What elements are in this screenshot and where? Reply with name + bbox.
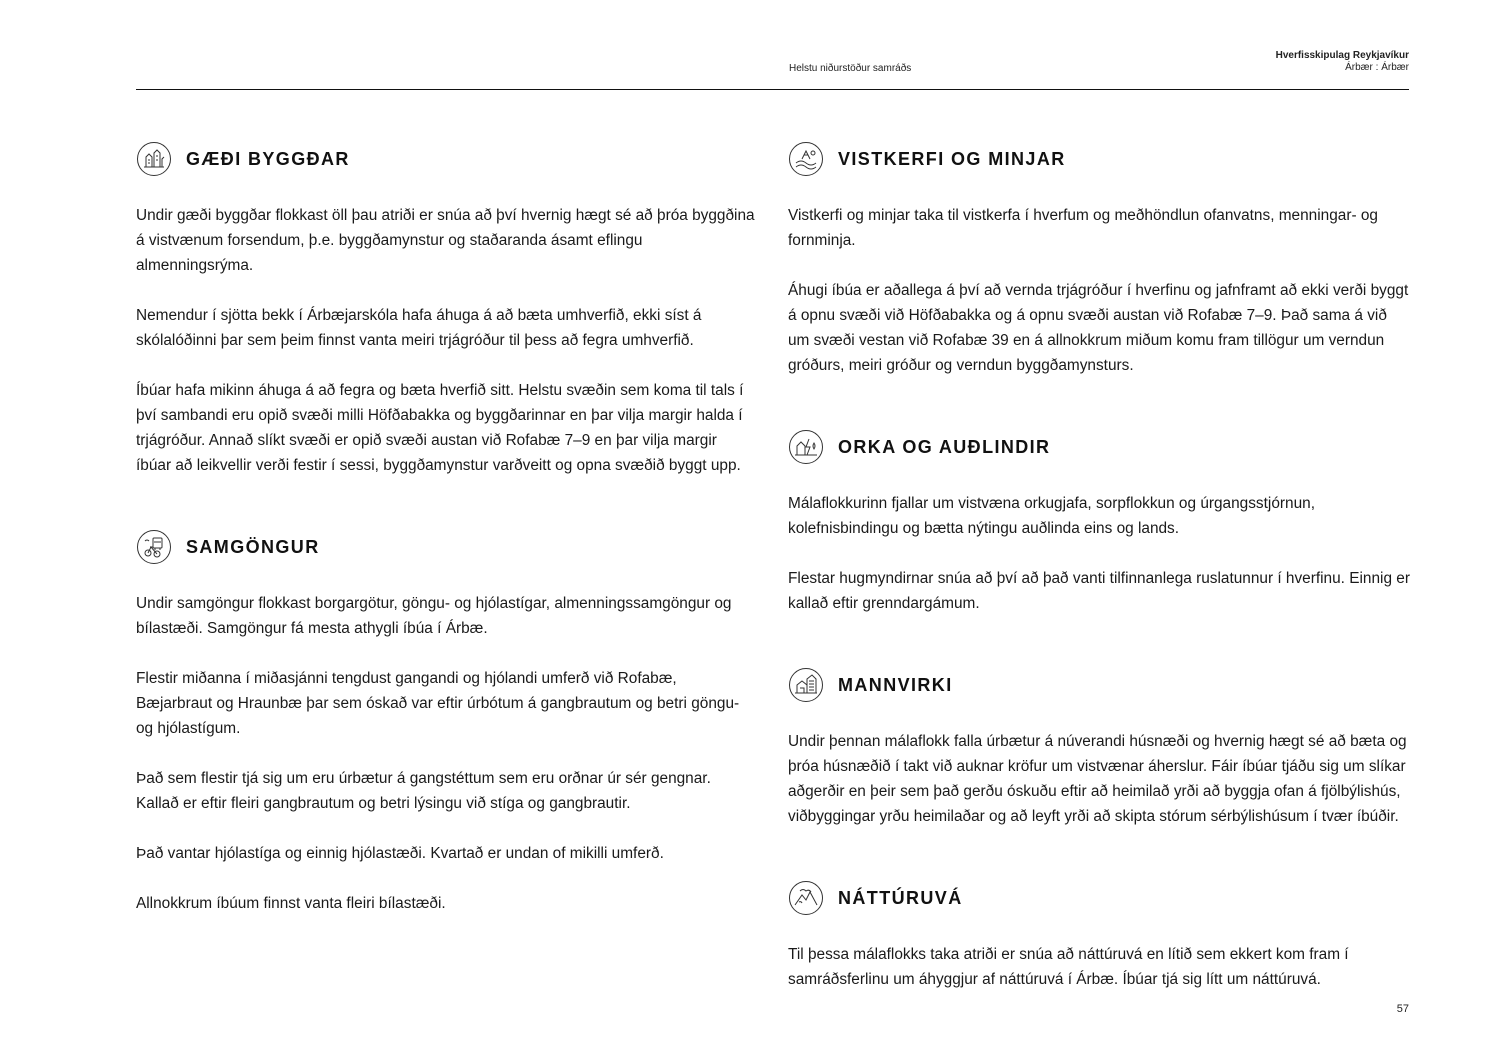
paragraph: Flestar hugmyndirnar snúa að því að það vanti tilfinnanlega ruslatunnur í hverfinu. Einnig er kallað eftir grenndargámum. (788, 570, 1410, 612)
paragraph: Undir þennan málaflokk falla úrbætur á núverandi húsnæði og hvernig hægt sé að bæta og þróa húsnæðið í takt við auknar kröfur um vistvænar áherslur. Fáir íbúar tjáðu sig um slíkar aðgerðir en þeir sem það gerðu óskuðu eftir að heimilað yrði að byggja ofan á fjölbýlishús, viðbyggingar yrðu heimilaðar og að leyft yrði að skipta stórum sérbýlishúsum í tvær íbúðir. (788, 733, 1407, 825)
section-title: GÆÐI BYGGÐAR (186, 148, 350, 169)
section-gaedi-byggdar (136, 140, 756, 478)
paragraph: Allnokkrum íbúum finnst vanta fleiri bílastæði. (136, 895, 446, 912)
paragraph: Flestir miðanna í miðasjánni tengdust gangandi og hjólandi umferð við Rofabæ, Bæjarbraut og Hraunbæ þar sem óskað var eftir úrbótum á gangbrautum og betri göngu- og hjólastígum. (136, 670, 740, 737)
header-doc-title: Hverfisskipulag Reykjavíkur (1275, 50, 1409, 61)
paragraph: Vistkerfi og minjar taka til vistkerfa í hverfum og meðhöndlun ofanvatns, menningar- og fornminja. (788, 207, 1378, 249)
section-title: SAMGÖNGUR (186, 536, 320, 557)
paragraph: Íbúar hafa mikinn áhuga á að fegra og bæta hverfið sitt. Helstu svæðin sem koma til tals í því sambandi eru opið svæði milli Höfðabakka og byggðarinnar en þar vilja margir halda í trjágróður. Annað slíkt svæði er opið svæði austan við Rofabæ 7–9 en þar vilja margir íbúar að leikvellir verði festir í sessi, byggðamynstur varðveitt og opna svæðið byggt upp. (136, 382, 744, 474)
section-heading (788, 140, 1410, 178)
section-natturuva (788, 879, 1410, 992)
header-doc-info (1276, 50, 1409, 74)
header-section-label: Helstu niðurstöður samráðs (789, 63, 912, 74)
paragraph: Það sem flestir tjá sig um eru úrbætur á gangstéttum sem eru orðnar úr sér gengnar. Kallað er eftir fleiri gangbrautum og betri lýsingu við stíga og gangbrautir. (136, 770, 711, 812)
section-title: ORKA OG AUÐLINDIR (838, 436, 1051, 457)
paragraph: Til þessa málaflokks taka atriði er snúa að náttúruvá en lítið sem ekkert kom fram í samráðsferlinu um áhyggjur af náttúruvá í Árbæ. Íbúar tjá sig lítt um náttúruvá. (788, 946, 1349, 988)
paragraph: Undir gæði byggðar flokkast öll þau atriði er snúa að því hvernig hægt sé að þróa byggðina á vistvænum forsendum, þ.e. byggðamynstur og staðaranda ásamt eflingu almenningsrýma. (136, 207, 755, 274)
header-rule (136, 89, 1409, 90)
section-orka-og-audlindir (788, 428, 1410, 616)
section-vistkerfi-og-minjar (788, 140, 1410, 378)
section-mannvirki (788, 666, 1410, 829)
page-number: 57 (1396, 1003, 1409, 1015)
section-heading (788, 666, 1410, 704)
paragraph: Nemendur í sjötta bekk í Árbæjarskóla hafa áhuga á að bæta umhverfið, ekki síst á skólalóðinni þar sem þeim finnst vanta meiri trjágróður til þess að fegra umhverfið. (136, 307, 702, 349)
section-title: VISTKERFI OG MINJAR (838, 148, 1066, 169)
section-heading (136, 140, 756, 178)
paragraph: Það vantar hjólastíga og einnig hjólastæði. Kvartað er undan of mikilli umferð. (136, 845, 664, 862)
energy-resources-icon (788, 429, 824, 465)
paragraph: Málaflokkurinn fjallar um vistvæna orkugjafa, sorpflokkun og úrgangsstjórnun, kolefnisbindingu og bætta nýtingu auðlinda eins og lands. (788, 495, 1315, 537)
section-heading (788, 879, 1410, 917)
transport-icon (136, 529, 172, 565)
section-title: MANNVIRKI (838, 674, 953, 695)
section-heading (136, 528, 756, 566)
paragraph: Áhugi íbúa er aðallega á því að vernda trjágróður í hverfinu og jafnframt að ekki verði byggt á opnu svæði við Höfðabakka og á opnu svæði austan við Rofabæ 7–9. Það sama á við um svæði vestan við Rofabæ 39 en á allnokkrum miðum komu fram tillögur um verndun gróðurs, meiri gróður og verndun byggðamynsturs. (788, 282, 1409, 374)
nature-hazard-icon (788, 880, 824, 916)
section-heading (788, 428, 1410, 466)
ecosystem-icon (788, 141, 824, 177)
section-title: NÁTTÚRUVÁ (838, 887, 963, 908)
paragraph: Undir samgöngur flokkast borgargötur, göngu- og hjólastígar, almenningssamgöngur og bílastæði. Samgöngur fá mesta athygli íbúa í Árbæ. (136, 595, 732, 637)
structures-icon (788, 667, 824, 703)
left-column (136, 140, 756, 916)
header-doc-subtitle: Árbær : Árbær (1345, 62, 1409, 73)
right-column (788, 140, 1410, 992)
buildings-quality-icon (136, 141, 172, 177)
section-samgongur (136, 528, 756, 916)
